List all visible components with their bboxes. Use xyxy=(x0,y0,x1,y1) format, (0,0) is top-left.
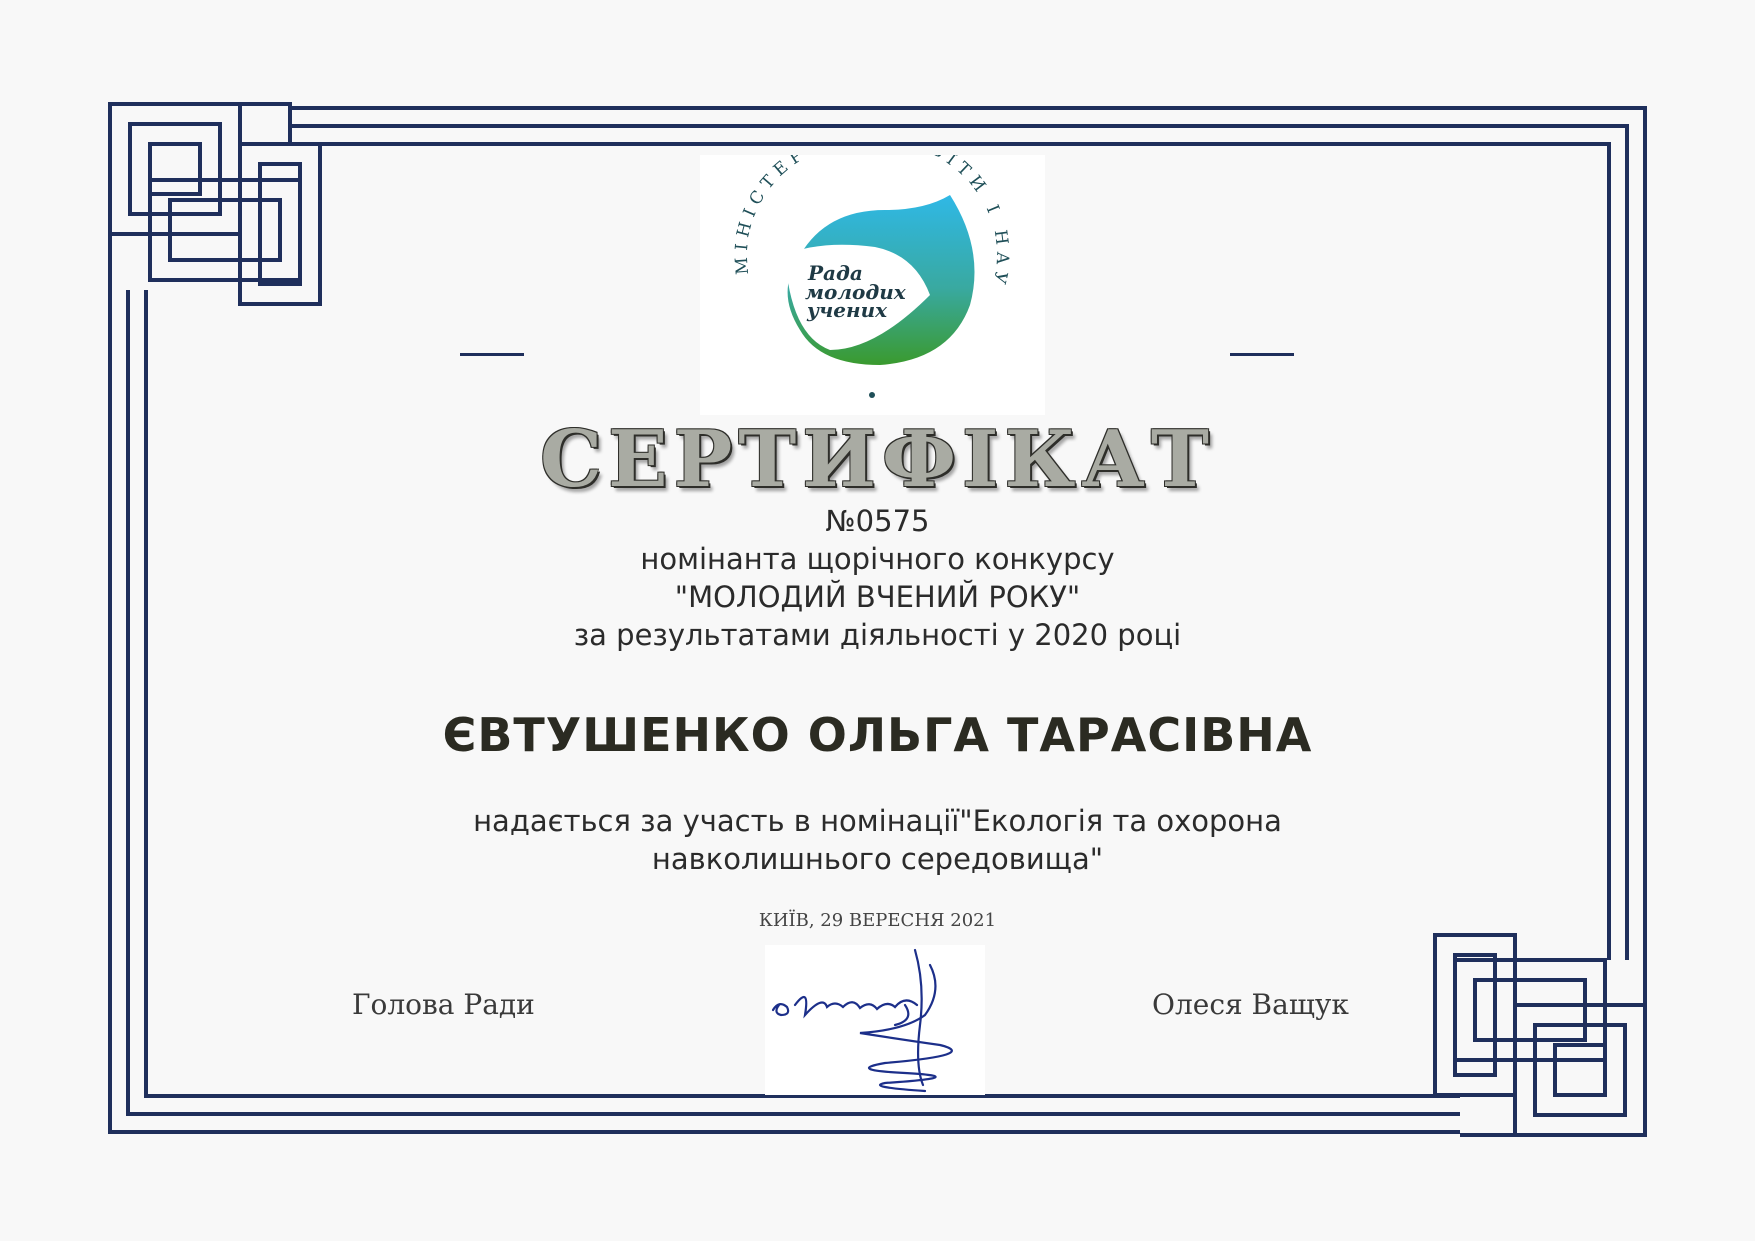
logo-emblem-icon xyxy=(700,155,1045,415)
decorative-dash-left xyxy=(460,353,524,356)
signatory-name: Олеся Ващук xyxy=(1152,988,1349,1021)
logo-text-line3: учених xyxy=(807,298,888,322)
signatory-title: Голова Ради xyxy=(352,988,535,1021)
certificate-title: СЕРТИФІКАТ xyxy=(540,414,1215,505)
corner-knot-top-left xyxy=(110,104,320,304)
place-and-date: КИЇВ, 29 ВЕРЕСНЯ 2021 xyxy=(758,910,997,931)
recipient-name: ЄВТУШЕНКО ОЛЬГА ТАРАСІВНА xyxy=(442,708,1313,762)
council-logo xyxy=(700,155,1045,415)
nomination-line-2: навколишнього середовища" xyxy=(651,842,1104,876)
logo-text-line2: молодих xyxy=(805,280,906,304)
nomination-line-1: надається за участь в номінації"Екологія та охорона xyxy=(473,804,1282,838)
signature xyxy=(765,945,985,1095)
nominee-line: номінанта щорічного конкурсу xyxy=(640,542,1115,576)
certificate-number: №0575 xyxy=(825,504,930,538)
corner-knot-bottom-right xyxy=(1435,935,1645,1135)
handwritten-signature-icon xyxy=(765,945,985,1095)
svg-text:МІНІСТЕРСТВО ОСВІТИ І НАУКИ УК: МІНІСТЕР ІТИ І НАУ xyxy=(731,155,1013,292)
results-line: за результатами діяльності у 2020 році xyxy=(573,618,1182,652)
logo-text-line1: Рада xyxy=(808,261,863,285)
contest-name: "МОЛОДИЙ ВЧЕНИЙ РОКУ" xyxy=(674,580,1081,614)
decorative-dash-right xyxy=(1230,353,1294,356)
